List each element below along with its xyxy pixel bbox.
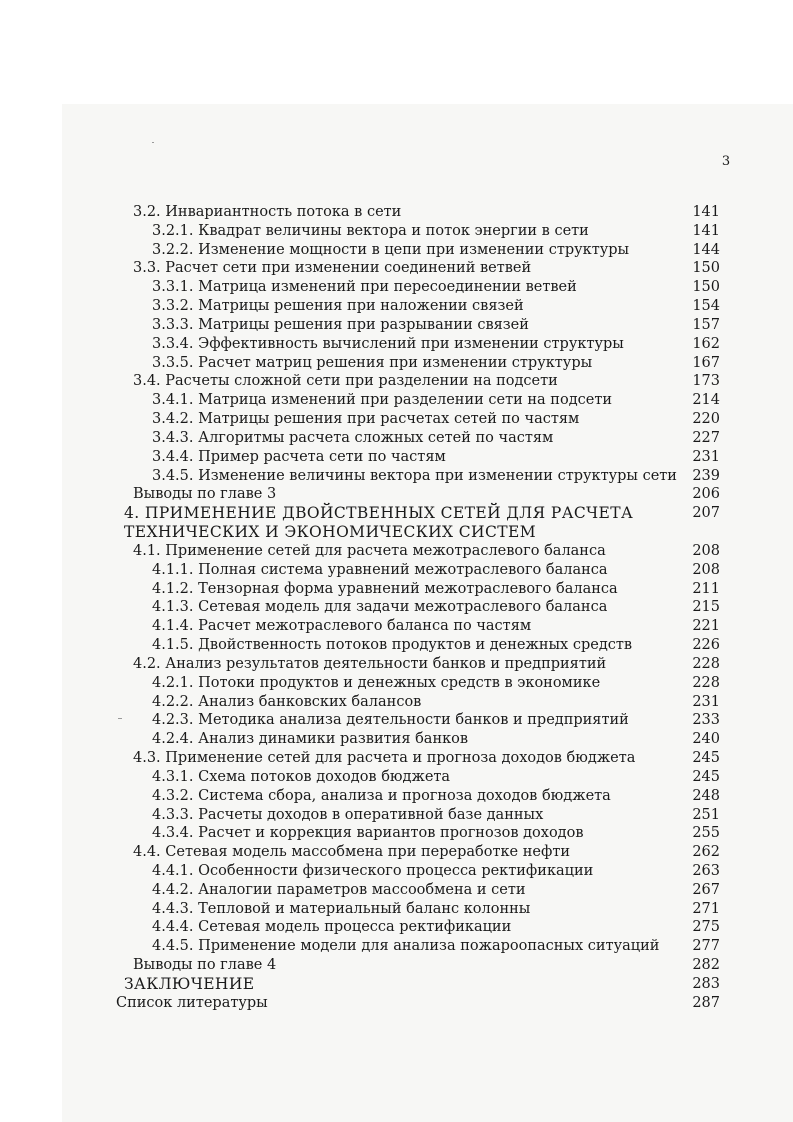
toc-entry-page: 267 — [692, 881, 720, 898]
toc-entry-title: 3.4. Расчеты сложной сети при разделении на подсети — [133, 373, 558, 390]
toc-entry-page: 220 — [692, 411, 720, 428]
toc-entry-page: 173 — [692, 373, 720, 390]
toc-entry-page: 263 — [692, 863, 720, 879]
toc-entry-title-line2: ТЕХНИЧЕСКИХ И ЭКОНОМИЧЕСКИХ СИСТЕМ — [124, 523, 536, 542]
toc-entry-title: 4.4. Сетевая модель массобмена при переработке нефти — [133, 844, 571, 861]
toc-entry — [116, 956, 720, 975]
toc-entry-title: 4.2.1. Потоки продуктов и денежных средств в экономике — [152, 674, 601, 691]
toc-entry — [116, 259, 720, 278]
toc-entry-page: 283 — [692, 975, 720, 992]
toc-entry-title: 3.4.5. Изменение величины вектора при изменении структуры сети — [152, 467, 677, 484]
toc-entry — [116, 636, 720, 655]
toc-entry — [116, 806, 720, 825]
toc-entry-page: 248 — [692, 787, 720, 804]
toc-entry-page: 167 — [692, 354, 720, 371]
table-of-contents — [116, 203, 720, 1013]
toc-entry-page: 275 — [692, 919, 720, 936]
toc-entry-page: 208 — [692, 542, 720, 559]
toc-entry-page: 214 — [692, 392, 720, 409]
toc-entry-page: 211 — [692, 580, 720, 597]
toc-entry-title: 4.3.2. Система сбора, анализа и прогноза доходов бюджета — [152, 787, 611, 804]
toc-entry-page: 240 — [692, 731, 720, 748]
toc-entry — [116, 372, 720, 391]
toc-entry-page: 162 — [692, 335, 720, 352]
toc-entry-page: 157 — [692, 316, 720, 333]
toc-entry — [116, 994, 720, 1013]
toc-entry — [116, 787, 720, 806]
toc-entry-title: 4.3.3. Расчеты доходов в оперативной базе данных — [152, 806, 544, 823]
toc-entry-page: 141 — [692, 222, 720, 239]
toc-entry-page: 221 — [692, 618, 720, 635]
toc-entry-page: 144 — [692, 241, 720, 258]
toc-entry — [116, 711, 720, 730]
toc-entry — [116, 937, 720, 956]
toc-entry-title: 4.4.2. Аналогии параметров массообмена и сети — [152, 881, 526, 898]
toc-entry — [116, 843, 720, 862]
toc-entry-page: 251 — [692, 806, 720, 823]
toc-entry-title: 4.1.2. Тензорная форма уравнений межотраслевого баланса — [152, 580, 618, 597]
toc-entry — [116, 580, 720, 599]
toc-entry — [116, 504, 720, 542]
toc-entry-page: 282 — [692, 957, 720, 974]
toc-entry — [116, 297, 720, 316]
page-number: 3 — [721, 154, 731, 169]
toc-entry — [116, 824, 720, 843]
toc-entry-page: 271 — [692, 900, 720, 917]
toc-entry — [116, 598, 720, 617]
toc-entry — [116, 448, 720, 467]
toc-entry-title: 3.2. Инвариантность потока в сети — [133, 204, 402, 220]
toc-entry-page: 206 — [692, 486, 720, 503]
toc-entry-page: 231 — [692, 448, 720, 465]
toc-entry-title: 4. ПРИМЕНЕНИЕ ДВОЙСТВЕННЫХ СЕТЕЙ ДЛЯ РАСЧЕТА — [124, 504, 634, 523]
toc-entry — [116, 561, 720, 580]
scan-speck — [152, 142, 154, 143]
toc-entry-title: 4.1.5. Двойственность потоков продуктов и денежных средств — [152, 637, 633, 654]
toc-entry — [116, 203, 720, 222]
toc-entry-title: Список литературы — [116, 994, 268, 1011]
toc-entry-title: 3.2.2. Изменение мощности в цепи при изменении структуры — [152, 241, 630, 258]
toc-entry — [116, 918, 720, 937]
toc-entry-page: 255 — [692, 825, 720, 842]
toc-entry-title: 4.3.1. Схема потоков доходов бюджета — [152, 768, 451, 785]
toc-entry-page: 245 — [692, 768, 720, 785]
toc-entry — [116, 354, 720, 373]
toc-entry-page: 226 — [692, 637, 720, 654]
toc-entry — [116, 335, 720, 354]
toc-entry — [116, 391, 720, 410]
toc-entry-page: 231 — [692, 693, 720, 710]
toc-entry-page: 277 — [692, 938, 720, 955]
toc-entry — [116, 693, 720, 712]
toc-entry-page: 287 — [692, 994, 720, 1011]
toc-entry-title: 4.1. Применение сетей для расчета межотраслевого баланса — [133, 542, 606, 559]
toc-entry-title: 4.3.4. Расчет и коррекция вариантов прогнозов доходов — [152, 825, 584, 842]
toc-entry-title: 4.1.4. Расчет межотраслевого баланса по частям — [152, 618, 532, 635]
toc-entry-title: 3.3.1. Матрица изменений при пересоединении ветвей — [152, 279, 577, 296]
toc-entry — [116, 862, 720, 881]
toc-entry-page: 208 — [692, 561, 720, 578]
toc-entry-title: 3.2.1. Квадрат величины вектора и поток энергии в сети — [152, 222, 589, 239]
toc-entry-title: Выводы по главе 4 — [133, 957, 277, 974]
toc-entry-title: 4.2.4. Анализ динамики развития банков — [152, 731, 469, 748]
toc-entry — [116, 429, 720, 448]
toc-entry-title: 3.4.3. Алгоритмы расчета сложных сетей по частям — [152, 429, 554, 446]
toc-entry — [116, 674, 720, 693]
toc-entry-title: 3.4.4. Пример расчета сети по частям — [152, 448, 446, 465]
toc-entry — [116, 975, 720, 994]
toc-entry — [116, 410, 720, 429]
toc-entry-page: 228 — [692, 655, 720, 672]
toc-entry — [116, 768, 720, 787]
toc-entry-title: 3.3. Расчет сети при изменении соединений ветвей — [133, 260, 532, 277]
toc-entry-title: 4.2.2. Анализ банковских балансов — [152, 693, 422, 710]
toc-entry-title: 3.3.3. Матрицы решения при разрывании связей — [152, 316, 529, 333]
toc-entry-page: 245 — [692, 750, 720, 767]
toc-entry-title: 4.2.3. Методика анализа деятельности банков и предприятий — [152, 712, 629, 729]
toc-entry-page: 150 — [692, 279, 720, 296]
toc-entry — [116, 542, 720, 561]
toc-entry — [116, 655, 720, 674]
toc-entry — [116, 881, 720, 900]
toc-entry-page: 227 — [692, 429, 720, 446]
toc-entry-title: 4.4.1. Особенности физического процесса ректификации — [152, 863, 594, 879]
toc-entry-page: 228 — [692, 674, 720, 691]
toc-entry-page: 150 — [692, 260, 720, 277]
toc-entry-page: 141 — [692, 204, 720, 220]
toc-entry-page: 215 — [692, 599, 720, 616]
toc-entry-title: 3.3.2. Матрицы решения при наложении связей — [152, 298, 524, 315]
toc-entry-title: 4.2. Анализ результатов деятельности банков и предприятий — [133, 655, 607, 672]
toc-entry — [116, 485, 720, 504]
toc-entry-title: 4.4.5. Применение модели для анализа пожароопасных ситуаций — [152, 938, 660, 955]
toc-entry-page: 233 — [692, 712, 720, 729]
toc-entry — [116, 241, 720, 260]
toc-entry-title: 4.4.3. Тепловой и материальный баланс колонны — [152, 900, 531, 917]
toc-entry-title: 4.3. Применение сетей для расчета и прогноза доходов бюджета — [133, 750, 636, 767]
toc-entry — [116, 749, 720, 768]
toc-entry — [116, 467, 720, 486]
toc-entry-title: 3.4.1. Матрица изменений при разделении сети на подсети — [152, 392, 613, 409]
toc-entry-title: 3.4.2. Матрицы решения при расчетах сетей по частям — [152, 411, 580, 428]
toc-entry-title: 3.3.4. Эффективность вычислений при изменении структуры — [152, 335, 624, 352]
toc-entry-page: 262 — [692, 844, 720, 861]
toc-entry-title: 3.3.5. Расчет матриц решения при изменении структуры — [152, 354, 593, 371]
toc-entry-title: ЗАКЛЮЧЕНИЕ — [124, 974, 255, 993]
toc-entry-page: 154 — [692, 298, 720, 315]
toc-entry-page: 239 — [692, 467, 720, 484]
toc-entry-title: 4.4.4. Сетевая модель процесса ректификации — [152, 919, 512, 936]
toc-entry — [116, 222, 720, 241]
toc-entry-title: 4.1.1. Полная система уравнений межотраслевого баланса — [152, 561, 608, 578]
toc-entry-title: Выводы по главе 3 — [133, 486, 277, 503]
toc-entry — [116, 617, 720, 636]
toc-entry-page: 207 — [692, 505, 720, 522]
toc-entry — [116, 316, 720, 335]
toc-entry — [116, 730, 720, 749]
toc-entry — [116, 900, 720, 919]
toc-entry — [116, 278, 720, 297]
toc-entry-title: 4.1.3. Сетевая модель для задачи межотраслевого баланса — [152, 599, 608, 616]
